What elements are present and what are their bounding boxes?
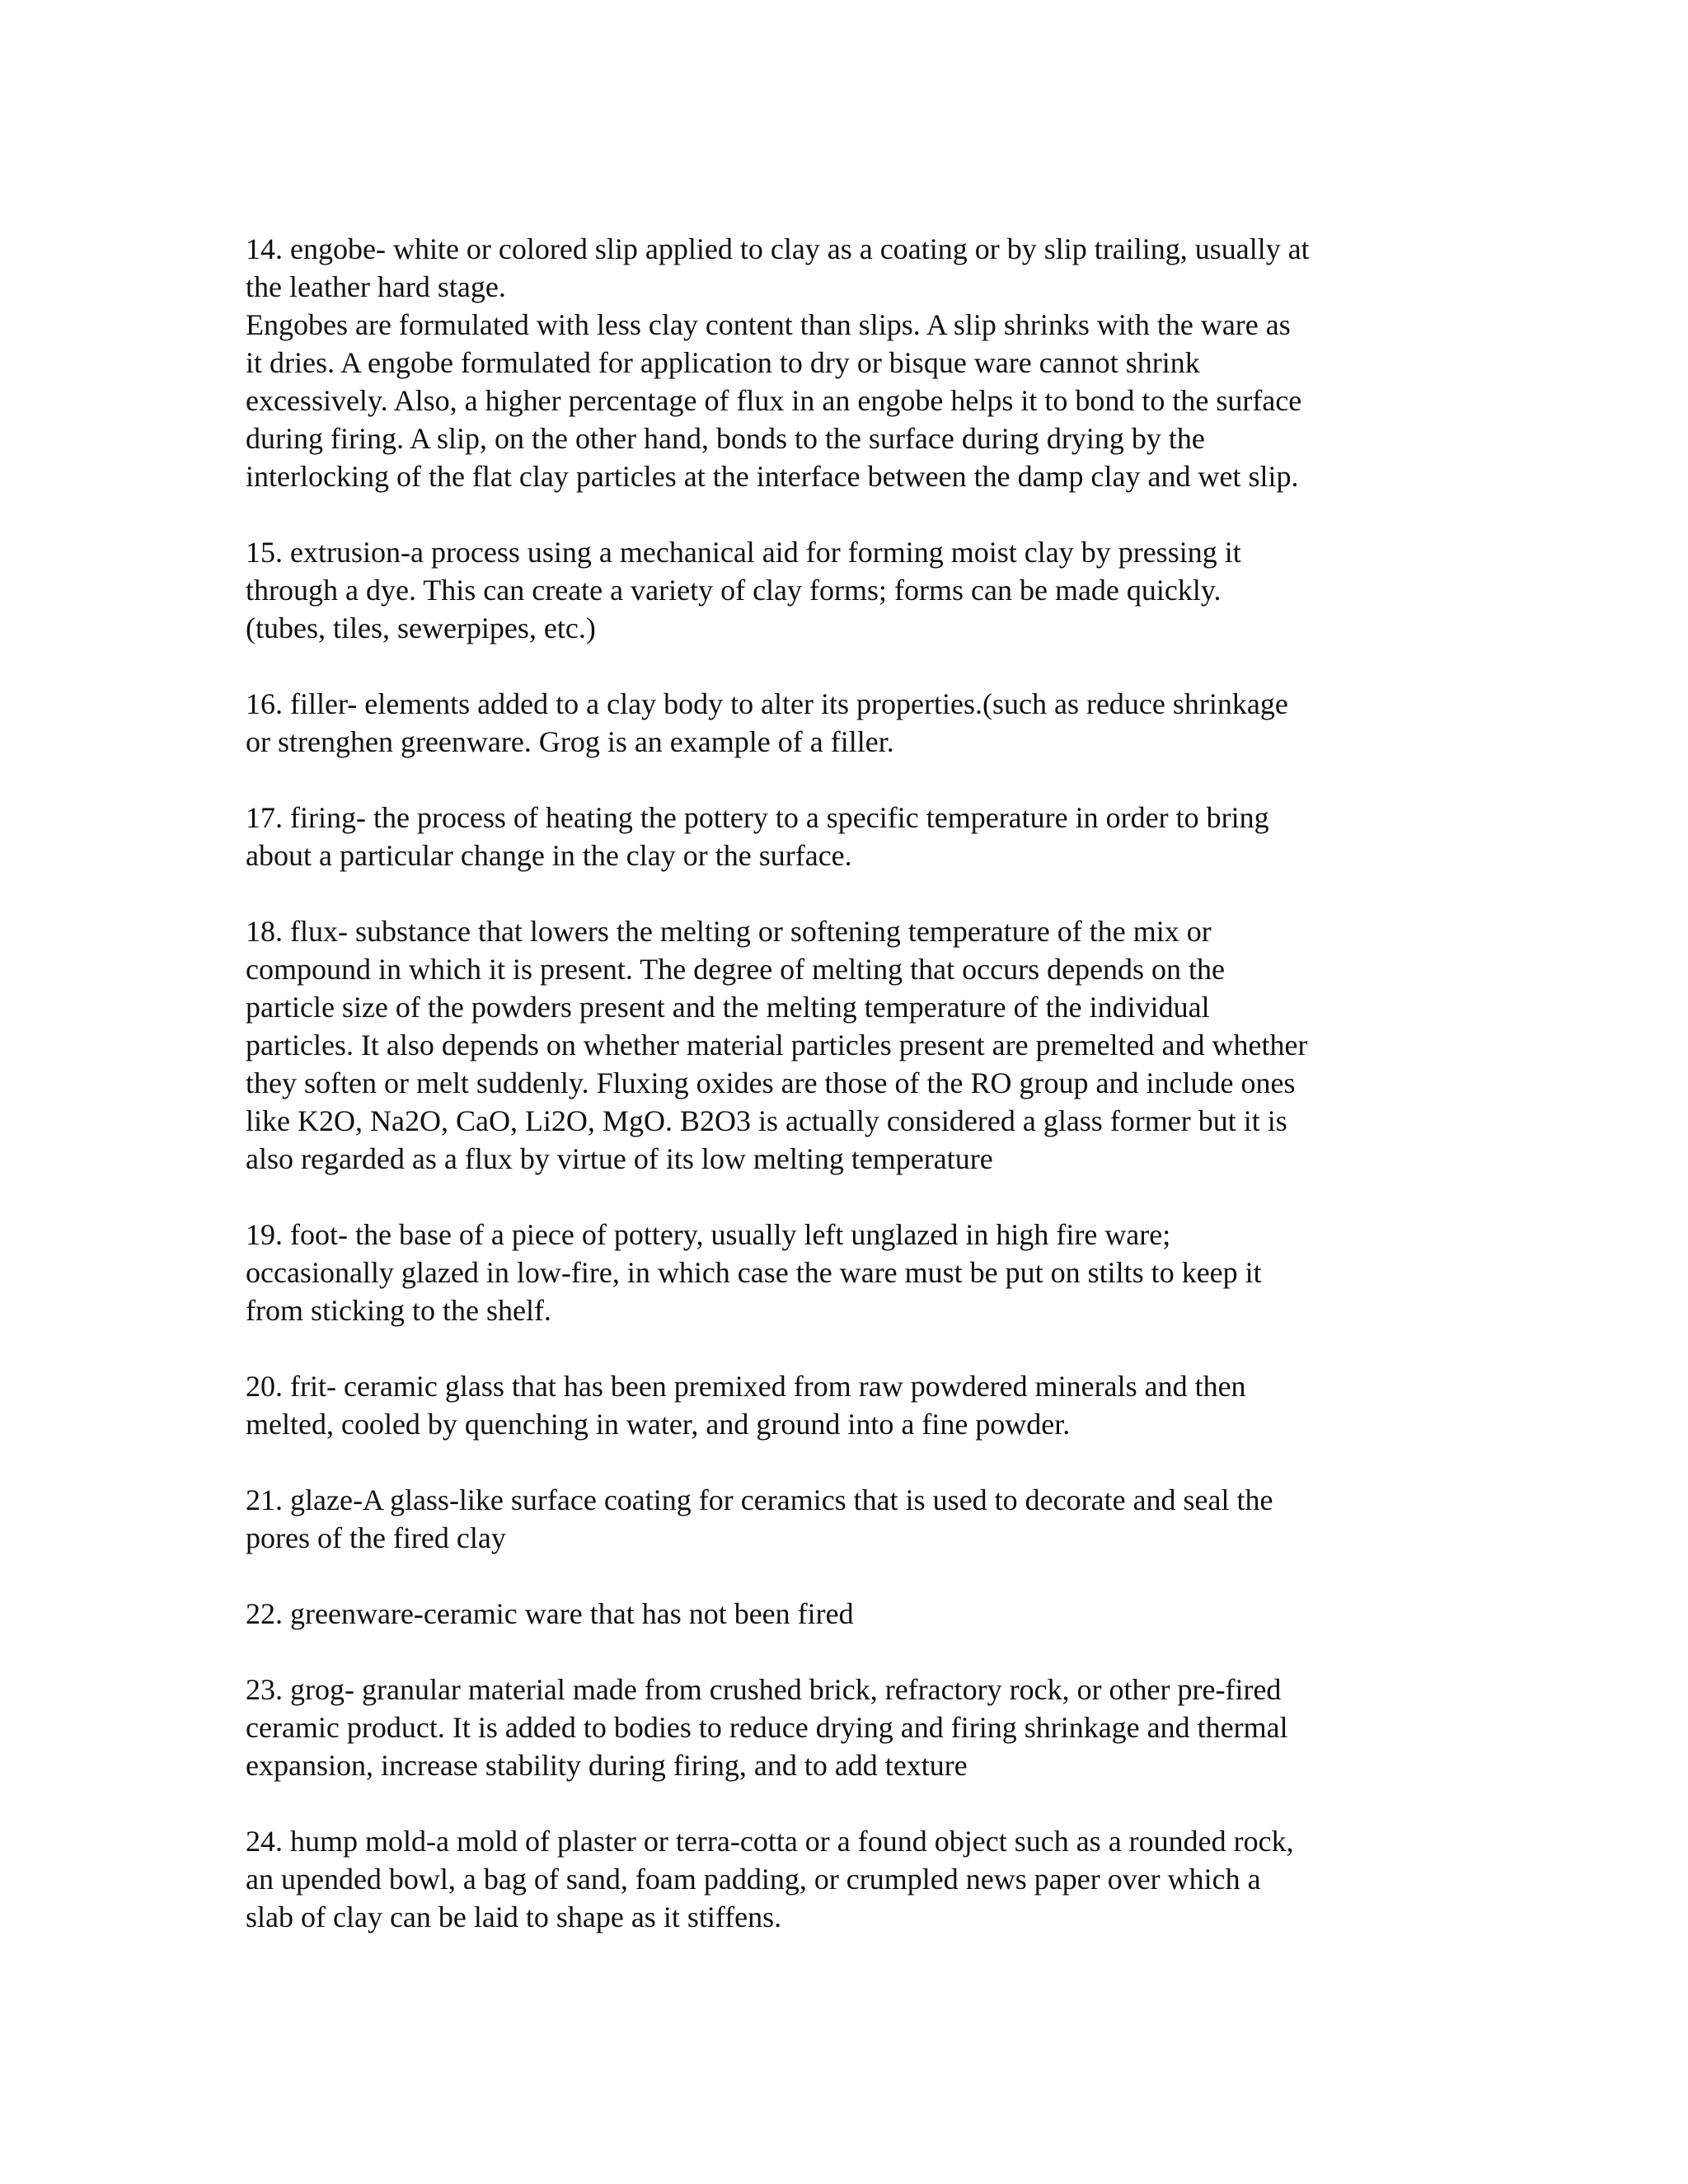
glossary-entry-filler [246, 685, 1449, 761]
glossary-entry-glaze [246, 1481, 1449, 1557]
entry-line: through a dye. This can create a variety of clay forms; forms can be made quickly. [246, 574, 1221, 607]
entry-line: 21. glaze-A glass-like surface coating for ceramics that is used to decorate and seal the [246, 1483, 1273, 1516]
glossary-entry-grog [246, 1671, 1449, 1784]
entry-line: Engobes are formulated with less clay content than slips. A slip shrinks with the ware as [246, 308, 1291, 341]
entry-line: like K2O, Na2O, CaO, Li2O, MgO. B2O3 is actually considered a glass former but it is [246, 1104, 1287, 1137]
glossary-entry-hump-mold [246, 1822, 1449, 1936]
entry-line: 15. extrusion-a process using a mechanical aid for forming moist clay by pressing it [246, 536, 1241, 569]
entry-line: also regarded as a flux by virtue of its low melting temperature [246, 1142, 993, 1175]
glossary-body [246, 230, 1449, 1974]
glossary-entry-firing [246, 799, 1449, 874]
entry-line: an upended bowl, a bag of sand, foam padding, or crumpled news paper over which a [246, 1863, 1261, 1896]
entry-line: 17. firing- the process of heating the pottery to a specific temperature in order to bring [246, 801, 1269, 834]
entry-line: from sticking to the shelf. [246, 1294, 551, 1327]
glossary-entry-foot [246, 1216, 1449, 1329]
entry-line: excessively. Also, a higher percentage of flux in an engobe helps it to bond to the surface [246, 384, 1302, 417]
entry-line: 14. engobe- white or colored slip applied to clay as a coating or by slip trailing, usually at [246, 232, 1310, 265]
glossary-entry-extrusion [246, 533, 1449, 647]
entry-line: expansion, increase stability during firing, and to add texture [246, 1749, 968, 1782]
entry-line: or strenghen greenware. Grog is an example of a filler. [246, 725, 894, 758]
entry-line: 24. hump mold-a mold of plaster or terra-cotta or a found object such as a rounded rock, [246, 1825, 1294, 1858]
entry-line: the leather hard stage. [246, 270, 506, 303]
entry-line: they soften or melt suddenly. Fluxing oxides are those of the RO group and include ones [246, 1066, 1296, 1099]
entry-line: ceramic product. It is added to bodies to reduce drying and firing shrinkage and thermal [246, 1711, 1288, 1744]
entry-line: slab of clay can be laid to shape as it stiffens. [246, 1900, 782, 1933]
entry-line: particle size of the powders present and the melting temperature of the individual [246, 991, 1210, 1024]
entry-line: (tubes, tiles, sewerpipes, etc.) [246, 612, 596, 644]
entry-line: it dries. A engobe formulated for application to dry or bisque ware cannot shrink [246, 346, 1200, 379]
entry-line: compound in which it is present. The degree of melting that occurs depends on the [246, 953, 1226, 986]
entry-line: interlocking of the flat clay particles at the interface between the damp clay and wet slip. [246, 460, 1299, 493]
entry-line: melted, cooled by quenching in water, and ground into a fine powder. [246, 1408, 1071, 1441]
entry-line: 22. greenware-ceramic ware that has not been fired [246, 1597, 854, 1630]
entry-line: 16. filler- elements added to a clay body to alter its properties.(such as reduce shrinkage [246, 687, 1288, 720]
entry-line: 20. frit- ceramic glass that has been premixed from raw powdered minerals and then [246, 1370, 1246, 1403]
entry-line: 23. grog- granular material made from crushed brick, refractory rock, or other pre-fired [246, 1673, 1282, 1706]
glossary-entry-flux [246, 912, 1449, 1178]
entry-line: 18. flux- substance that lowers the melting or softening temperature of the mix or [246, 915, 1212, 948]
entry-line: during firing. A slip, on the other hand, bonds to the surface during drying by the [246, 422, 1205, 455]
entry-line: pores of the fired clay [246, 1521, 506, 1554]
entry-line: particles. It also depends on whether material particles present are premelted and whether [246, 1029, 1308, 1062]
glossary-entry-engobe [246, 230, 1449, 495]
entry-line: occasionally glazed in low-fire, in which case the ware must be put on stilts to keep it [246, 1256, 1262, 1289]
entry-line: 19. foot- the base of a piece of pottery, usually left unglazed in high fire ware; [246, 1218, 1171, 1251]
glossary-entry-greenware [246, 1595, 1449, 1633]
glossary-entry-frit [246, 1367, 1449, 1443]
entry-line: about a particular change in the clay or the surface. [246, 839, 852, 872]
